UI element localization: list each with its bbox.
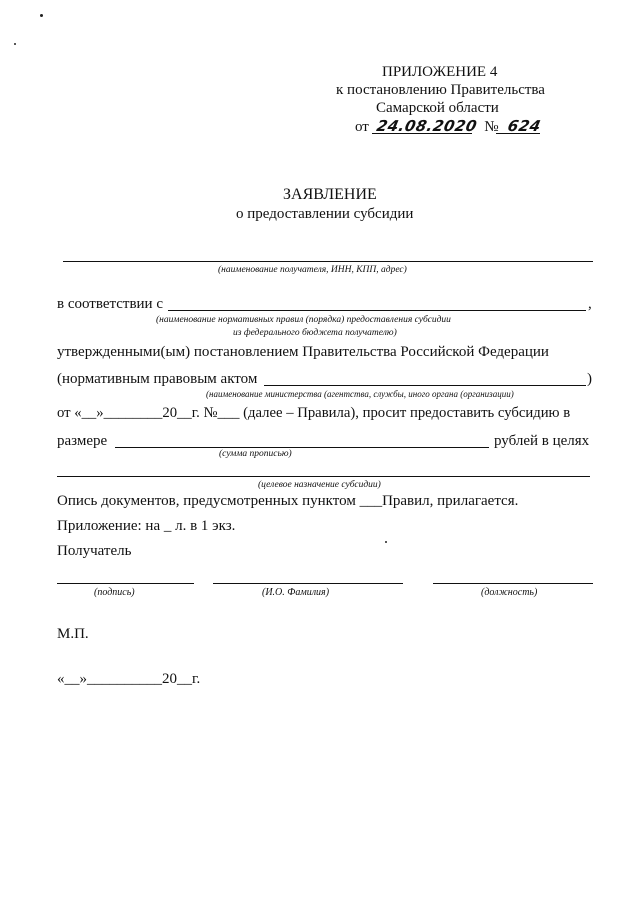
scan-speck	[385, 541, 387, 543]
position-caption: (должность)	[481, 587, 538, 598]
signature-field[interactable]	[57, 583, 194, 584]
decree-number: 624	[506, 117, 544, 135]
appendix-line-1: к постановлению Правительства	[336, 82, 545, 98]
normative-close: )	[587, 371, 592, 387]
inventory-text: Опись документов, предусмотренных пунктом ___Правил, прилагается.	[57, 493, 519, 509]
decree-number-underline	[496, 133, 540, 134]
decree-date: 24.08.2020	[374, 117, 479, 135]
normative-field[interactable]	[264, 385, 586, 386]
purpose-caption: (целевое назначение субсидии)	[258, 480, 381, 490]
recipient-field[interactable]	[63, 261, 593, 262]
rules-field[interactable]	[168, 310, 586, 311]
normative-label: (нормативным правовым актом	[57, 371, 258, 387]
scan-speck	[14, 43, 16, 45]
signature-caption: (подпись)	[94, 587, 135, 598]
full-name-field[interactable]	[213, 583, 403, 584]
rules-date-line: от «__»________20__г. №___ (далее – Правила), просит предоставить субсидию в	[57, 405, 571, 421]
decree-date-underline	[372, 133, 472, 134]
ministry-caption: (наименование министерства (агентства, службы, иного органа (организации)	[206, 389, 514, 399]
stamp-placeholder: М.П.	[57, 626, 89, 642]
recipient-label: Получатель	[57, 543, 132, 559]
document-title: ЗАЯВЛЕНИЕ	[283, 186, 377, 203]
appendix-title: ПРИЛОЖЕНИЕ 4	[382, 64, 498, 80]
recipient-caption: (наименование получателя, ИНН, КПП, адрес)	[218, 265, 407, 275]
document-subtitle: о предоставлении субсидии	[236, 206, 414, 222]
rules-caption-2: из федерального бюджета получателю)	[233, 328, 397, 338]
full-name-caption: (И.О. Фамилия)	[262, 587, 330, 598]
rules-caption-1: (наименование нормативных правил (порядка) предоставления субсидии	[156, 315, 451, 325]
scan-speck	[40, 14, 43, 17]
amount-suffix: рублей в целях	[494, 433, 590, 449]
accordance-label: в соответствии с	[57, 296, 163, 312]
accordance-comma: ,	[588, 296, 592, 312]
purpose-field[interactable]	[57, 476, 590, 477]
from-label: от	[355, 119, 369, 135]
position-field[interactable]	[433, 583, 593, 584]
number-label: №	[484, 119, 499, 135]
footer-date-line: «__»__________20__г.	[57, 671, 201, 687]
appendix-line-2: Самарской области	[376, 100, 499, 116]
amount-caption: (сумма прописью)	[219, 449, 292, 459]
amount-field[interactable]	[115, 447, 489, 448]
approved-text: утвержденными(ым) постановлением Правительства Российской Федерации	[57, 344, 549, 360]
attachment-text: Приложение: на _ л. в 1 экз.	[57, 518, 236, 534]
amount-label: размере	[57, 433, 108, 449]
